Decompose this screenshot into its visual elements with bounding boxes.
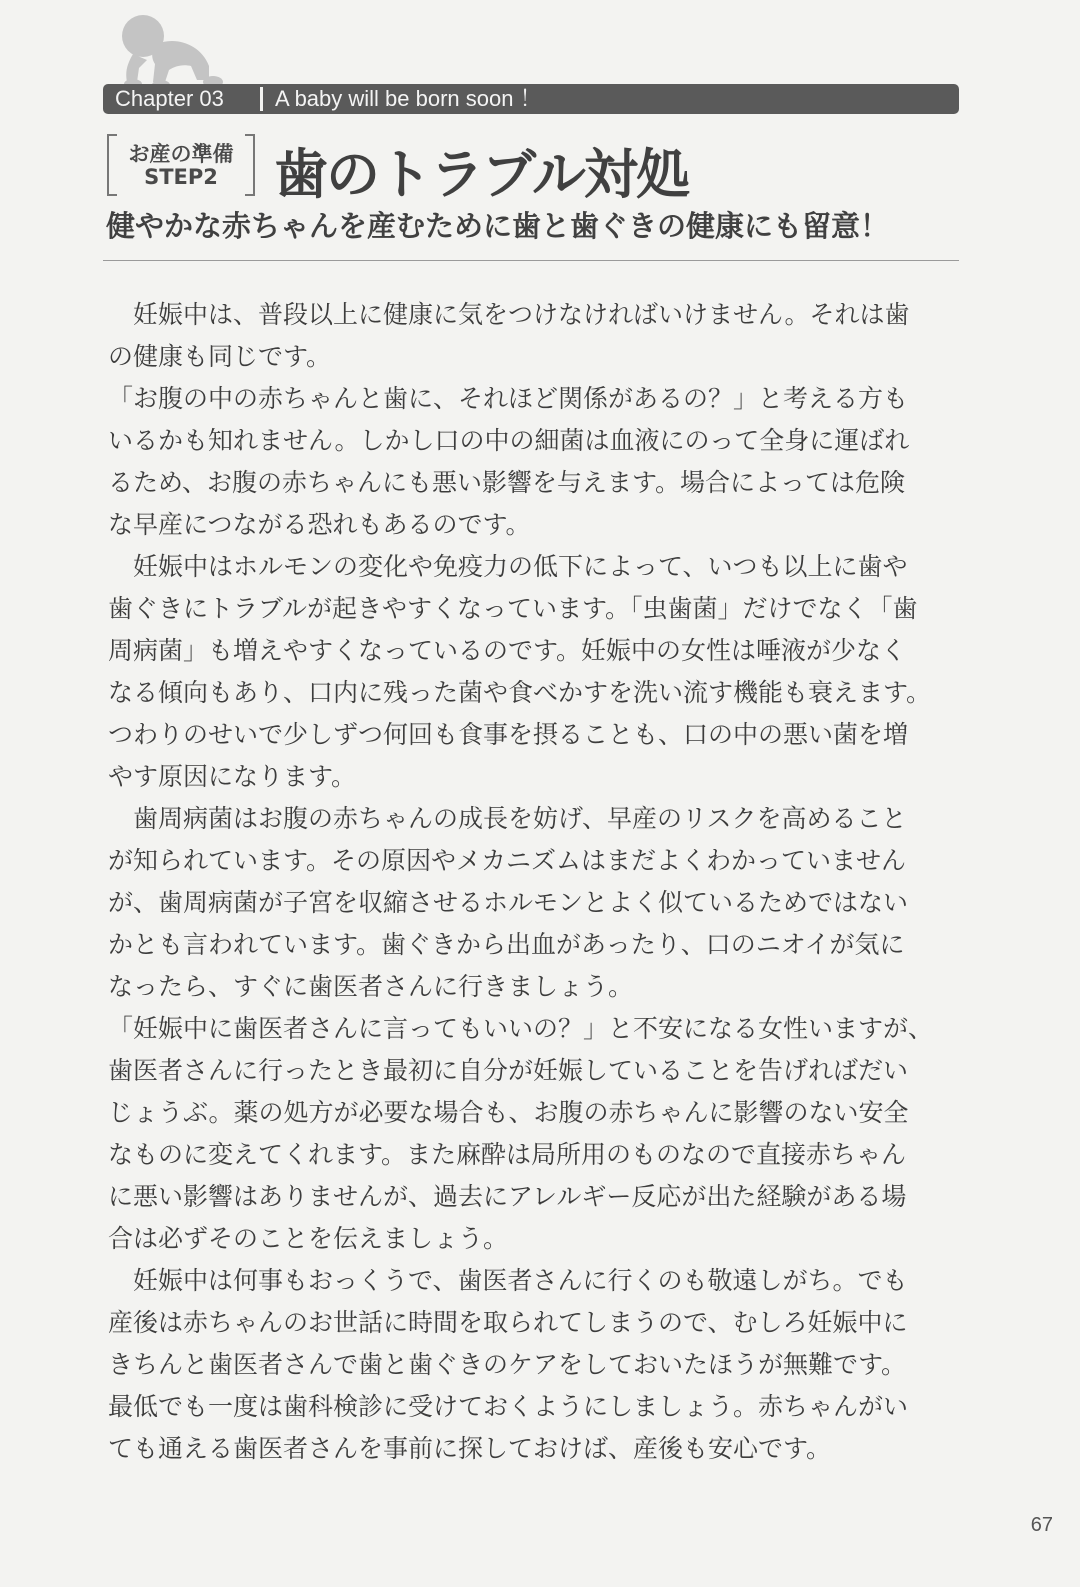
- page-number: 67: [1030, 1514, 1053, 1536]
- body-line: が、歯周病菌が子宮を収縮させるホルモンとよく似ているためではない: [108, 888, 909, 917]
- body-line: 「妊娠中に歯医者さんに言ってもいいの？」と不安になる女性いますが、: [108, 1014, 934, 1043]
- body-line: 最低でも一度は歯科検診に受けておくようにしましょう。赤ちゃんがい: [108, 1392, 909, 1421]
- chapter-bar: [103, 84, 959, 114]
- step-number: STEP2: [144, 165, 218, 189]
- page-subtitle: 健やかな赤ちゃんを産むために歯と歯ぐきの健康にも留意！: [106, 209, 890, 243]
- body-line: じょうぶ。薬の処方が必要な場合も、お腹の赤ちゃんに影響のない安全: [108, 1098, 909, 1127]
- body-line: に悪い影響はありませんが、過去にアレルギー反応が出た経験がある場: [108, 1182, 907, 1211]
- body-line: いるかも知れません。しかし口の中の細菌は血液にのって全身に運ばれ: [108, 426, 910, 455]
- crawling-baby-icon: [105, 8, 225, 94]
- body-line: 周病菌」も増えやすくなっているのです。妊娠中の女性は唾液が少なく: [108, 636, 907, 665]
- chapter-divider: [260, 87, 263, 111]
- divider: [103, 260, 959, 261]
- body-line: の健康も同じです。: [108, 342, 332, 371]
- body-line: るため、お腹の赤ちゃんにも悪い影響を与えます。場合によっては危険: [108, 468, 906, 497]
- chapter-subtitle: A baby will be born soon ！: [275, 86, 542, 111]
- page-title: 歯のトラブル対処: [274, 143, 688, 206]
- body-line: 歯ぐきにトラブルが起きやすくなっています。「虫歯菌」だけでなく「歯: [108, 594, 918, 623]
- body-line: なる傾向もあり、口内に残った菌や食べかすを洗い流す機能も衰えます。: [108, 678, 932, 707]
- body-line: 妊娠中は、普段以上に健康に気をつけなければいけません。それは歯: [108, 300, 910, 329]
- body-line: な早産につながる恐れもあるのです。: [108, 510, 531, 539]
- body-text: [108, 294, 982, 1470]
- body-line: 妊娠中はホルモンの変化や免疫力の低下によって、いつも以上に歯や: [108, 552, 908, 581]
- body-line: なものに変えてくれます。また麻酔は局所用のものなので直接赤ちゃん: [108, 1140, 907, 1169]
- body-line: ても通える歯医者さんを事前に探しておけば、産後も安心です。: [108, 1434, 832, 1463]
- body-line: 「お腹の中の赤ちゃんと歯に、それほど関係があるの？」と考える方も: [108, 384, 909, 413]
- body-line: なったら、すぐに歯医者さんに行きましょう。: [108, 972, 634, 1001]
- body-line: かとも言われています。歯ぐきから出血があったり、口のニオイが気に: [108, 930, 905, 959]
- body-line: きちんと歯医者さんで歯と歯ぐきのケアをしておいたほうが無難です。: [108, 1350, 907, 1379]
- body-line: 歯周病菌はお腹の赤ちゃんの成長を妨げ、早産のリスクを高めること: [108, 804, 907, 833]
- step-box: [107, 134, 255, 194]
- body-line: 合は必ずそのことを伝えましょう。: [108, 1224, 509, 1253]
- body-line: 歯医者さんに行ったとき最初に自分が妊娠していることを告げればだい: [108, 1056, 909, 1085]
- body-line: が知られています。その原因やメカニズムはまだよくわかっていません: [108, 846, 907, 875]
- body-line: やす原因になります。: [108, 762, 357, 791]
- chapter-label: Chapter 03: [115, 86, 224, 111]
- body-line: つわりのせいで少しずつ何回も食事を摂ることも、口の中の悪い菌を増: [108, 720, 909, 749]
- step-category: お産の準備: [128, 142, 234, 166]
- body-line: 妊娠中は何事もおっくうで、歯医者さんに行くのも敬遠しがち。でも: [108, 1266, 908, 1295]
- body-line: 産後は赤ちゃんのお世話に時間を取られてしまうので、むしろ妊娠中に: [108, 1308, 908, 1337]
